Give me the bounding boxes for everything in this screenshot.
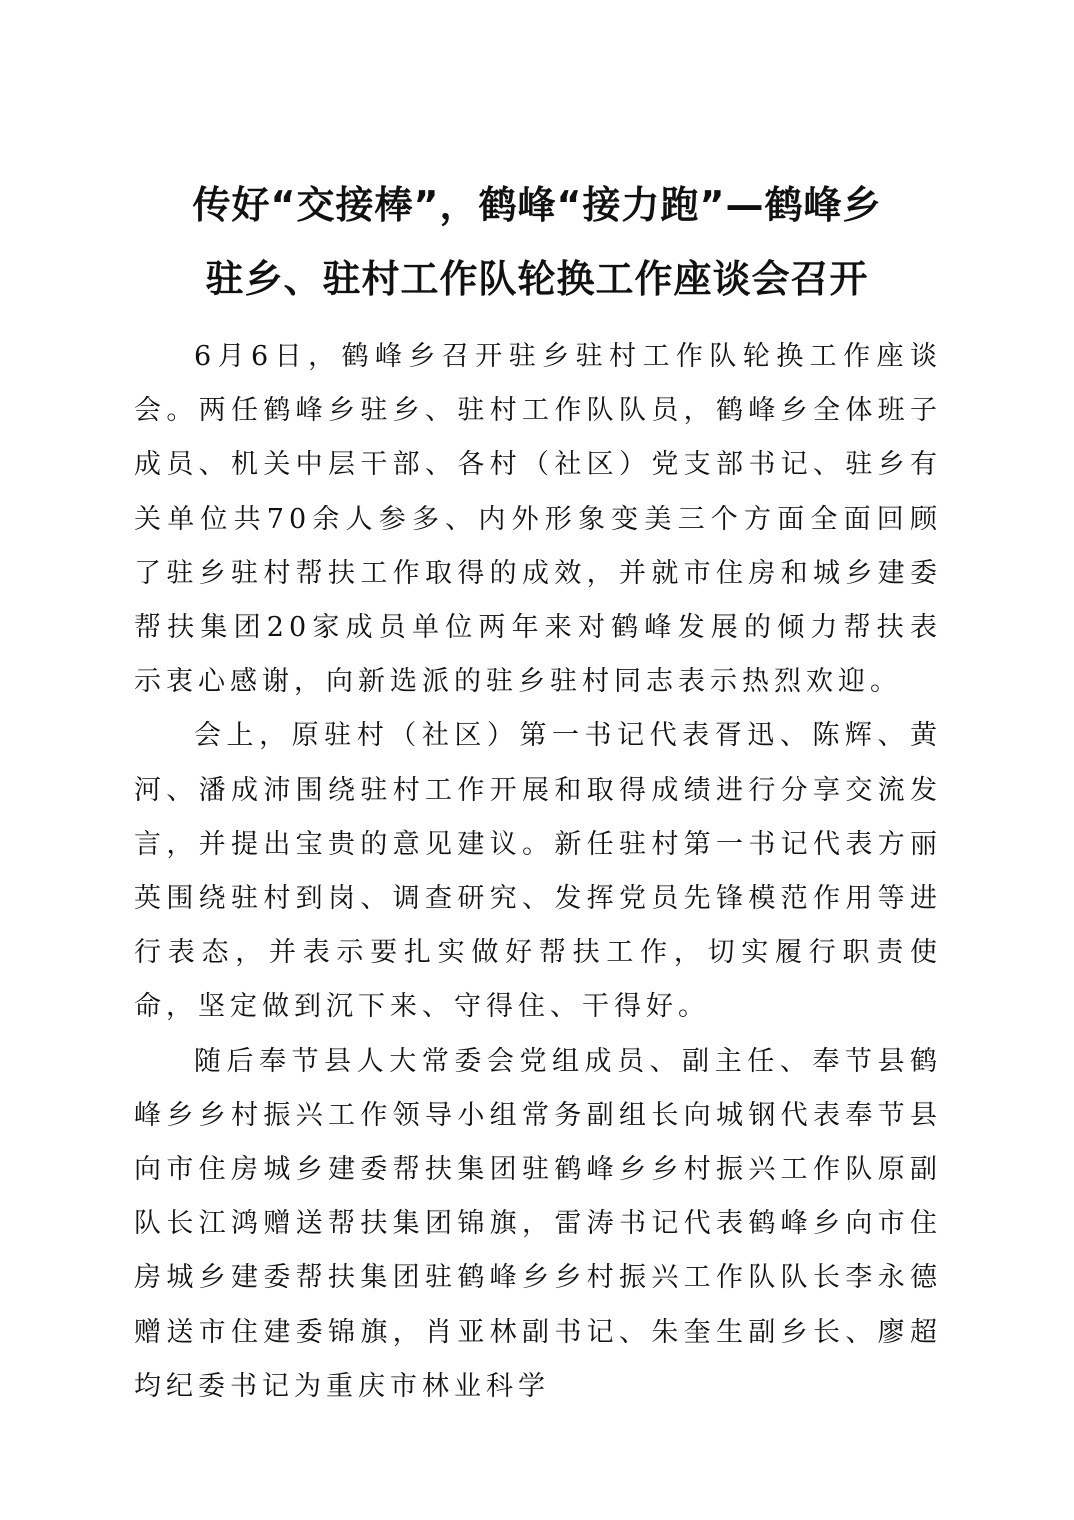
article-title <box>120 168 954 316</box>
paragraph-3: 随后奉节县人大常委会党组成员、副主任、奉节县鹤峰乡乡村振兴工作领导小组常务副组长向城钢代表奉节县向市住房城乡建委帮扶集团驻鹤峰乡乡村振兴工作队原副队长江鸿赠送帮扶集团锦旗，雷涛书记代表鹤峰乡向市住房城乡建委帮扶集团驻鹤峰乡乡村振兴工作队队长李永德赠送市住建委锦旗，肖亚林副书记、朱奎生副乡长、廖超均纪委书记为重庆市林业科学 <box>134 1045 942 1402</box>
paragraph-1: 6月6日，鹤峰乡召开驻乡驻村工作队轮换工作座谈会。两任鹤峰乡驻乡、驻村工作队队员，鹤峰乡全体班子成员、机关中层干部、各村（社区）党支部书记、驻乡有关单位共70余人参多、内外形象变美三个方面全面回顾了驻乡驻村帮扶工作取得的成效，并就市住房和城乡建委帮扶集团20家成员单位两年来对鹤峰发展的倾力帮扶表示衷心感谢，向新选派的驻乡驻村同志表示热烈欢迎。 <box>134 341 942 698</box>
title-line-2: 驻乡、驻村工作队轮换工作座谈会召开 <box>205 257 869 301</box>
paragraph-2: 会上，原驻村（社区）第一书记代表胥迅、陈辉、黄河、潘成沛围绕驻村工作开展和取得成绩进行分享交流发言，并提出宝贵的意见建议。新任驻村第一书记代表方丽英围绕驻村到岗、调查研究、发挥党员先锋模范作用等进行表态，并表示要扎实做好帮扶工作，切实履行职责使命，坚定做到沉下来、守得住、干得好。 <box>134 720 942 1023</box>
article-body <box>134 330 942 1414</box>
title-line-1: 传好“交接棒”，鹤峰“接力跑”—鹤峰乡 <box>192 183 882 227</box>
